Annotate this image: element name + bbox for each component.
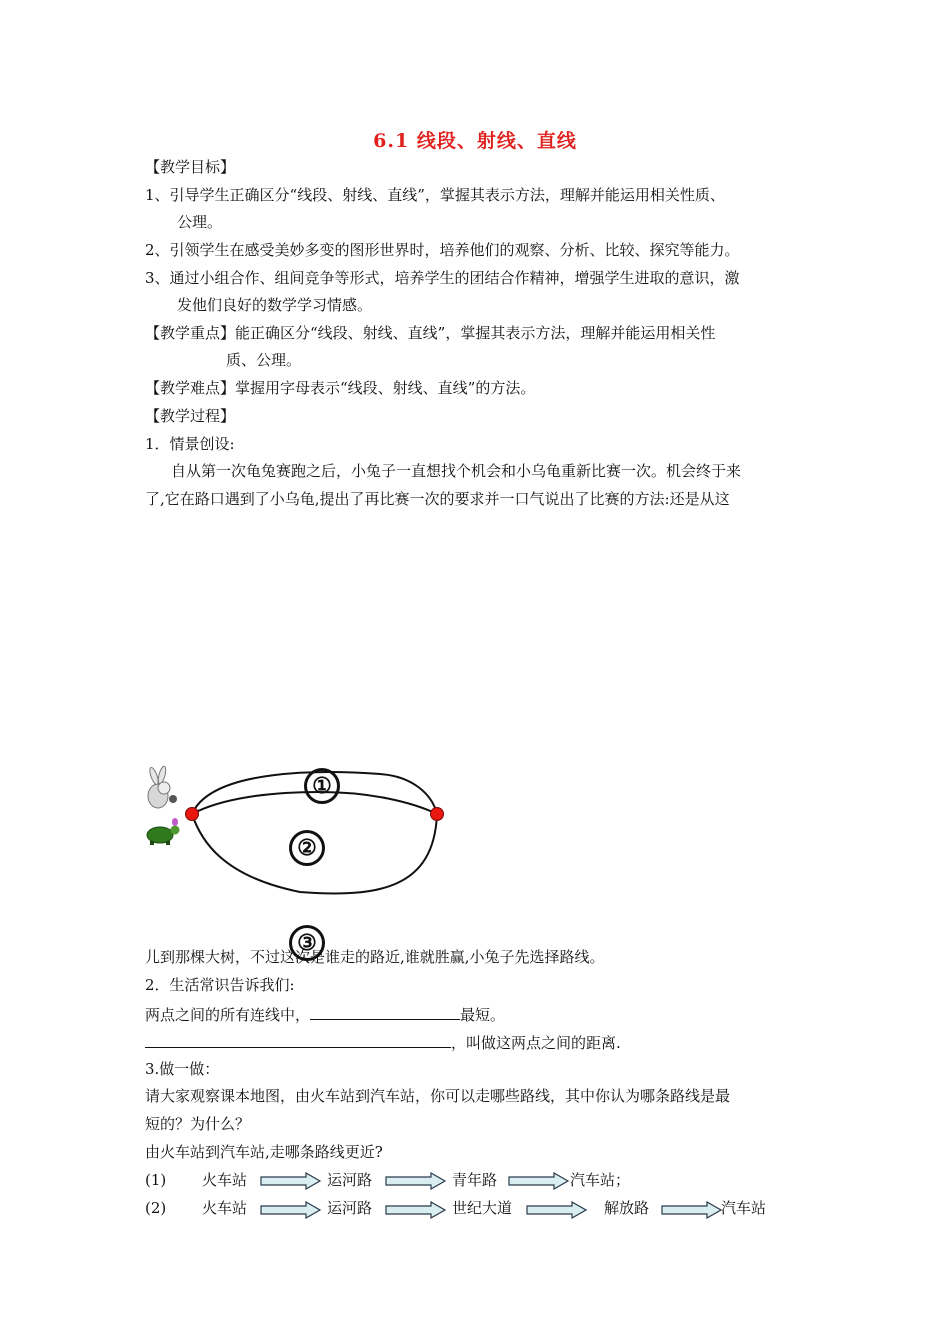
route2-arrow-4-icon — [661, 1201, 723, 1219]
route2-stop-4: 解放路 — [604, 1199, 650, 1217]
route1-num: (1) — [145, 1171, 167, 1189]
end-point — [431, 808, 444, 821]
objective-2: 2、引领学生在感受美妙多变的图形世界时，培养他们的观察、分析、比较、探究等能力。 — [145, 241, 740, 259]
path-label-2: ② — [289, 830, 325, 866]
rabbit-icon — [148, 766, 177, 808]
route2-stop-2: 运河路 — [327, 1199, 373, 1217]
answer-blank-1[interactable] — [310, 1003, 460, 1020]
section3-para-line2: 短的？为什么？ — [145, 1115, 251, 1133]
section2-line1-prefix: 两点之间的所有连线中， — [145, 1006, 311, 1024]
route2-arrow-2-icon — [385, 1201, 447, 1219]
section2-line2 — [145, 1031, 621, 1053]
route2-arrow-3-icon — [526, 1201, 588, 1219]
answer-blank-2[interactable] — [145, 1031, 451, 1048]
key-point-line2: 质、公理。 — [226, 351, 302, 369]
section2-line1-suffix: 最短。 — [460, 1006, 506, 1024]
process-heading: 【教学过程】 — [145, 407, 236, 425]
section1-para-line2: 了,它在路口遇到了小乌龟,提出了再比赛一次的要求并一口气说出了比赛的方法:还是从这 — [145, 490, 730, 508]
route2-num: (2) — [145, 1199, 167, 1217]
page-title: 6.1 线段、射线、直线 — [373, 130, 577, 152]
route1-arrow-3-icon — [508, 1172, 570, 1190]
route1-stop-2: 运河路 — [327, 1171, 373, 1189]
section1-para-line1: 自从第一次龟兔赛跑之后，小兔子一直想找个机会和小乌龟重新比赛一次。机会终于来 — [171, 462, 742, 480]
route2-stop-1: 火车站 — [202, 1199, 248, 1217]
objective-1-line1: 1、引导学生正确区分“线段、射线、直线”，掌握其表示方法，理解并能运用相关性质、 — [145, 186, 725, 204]
objective-3-line1: 3、通过小组合作、组间竞争等形式，培养学生的团结合作精神，增强学生进取的意识，激 — [145, 269, 740, 287]
objective-3-line2: 发他们良好的数学学习情感。 — [177, 296, 373, 314]
section3-heading: 3.做一做： — [145, 1060, 220, 1078]
route1-stop-3: 青年路 — [452, 1171, 498, 1189]
route1-stop-1: 火车站 — [202, 1171, 248, 1189]
route2-arrow-1-icon — [260, 1201, 322, 1219]
difficulty: 【教学难点】掌握用字母表示“线段、射线、直线”的方法。 — [145, 379, 536, 397]
route2-stop-5: 汽车站 — [721, 1199, 767, 1217]
route1-stop-4: 汽车站； — [570, 1171, 631, 1189]
section3-para-line1: 请大家观察课本地图，由火车站到汽车站，你可以走哪些路线，其中你认为哪条路线是最 — [145, 1087, 731, 1105]
route2-stop-3: 世纪大道 — [452, 1199, 513, 1217]
path-label-1: ① — [304, 768, 340, 804]
key-point-line1: 【教学重点】能正确区分“线段、射线、直线”，掌握其表示方法，理解并能运用相关性 — [145, 324, 716, 342]
turtle-icon — [147, 818, 180, 845]
route1-arrow-2-icon — [385, 1172, 447, 1190]
section1-para-line3: 儿到那棵大树，不过这次是谁走的路近,谁就胜赢,小兔子先选择路线。 — [145, 948, 605, 966]
objective-1-line2: 公理。 — [177, 213, 223, 231]
section2-line2-suffix: ，叫做这两点之间的距离. — [451, 1034, 621, 1052]
section3-question: 由火车站到汽车站,走哪条路线更近? — [145, 1143, 383, 1161]
start-point — [186, 808, 199, 821]
section2-heading: 2．生活常识告诉我们: — [145, 976, 295, 994]
route1-arrow-1-icon — [260, 1172, 322, 1190]
objectives-heading: 【教学目标】 — [145, 158, 236, 176]
section2-line1 — [145, 1003, 505, 1025]
path-label-3: ③ — [289, 925, 325, 961]
section1-heading: 1．情景创设: — [145, 435, 235, 453]
